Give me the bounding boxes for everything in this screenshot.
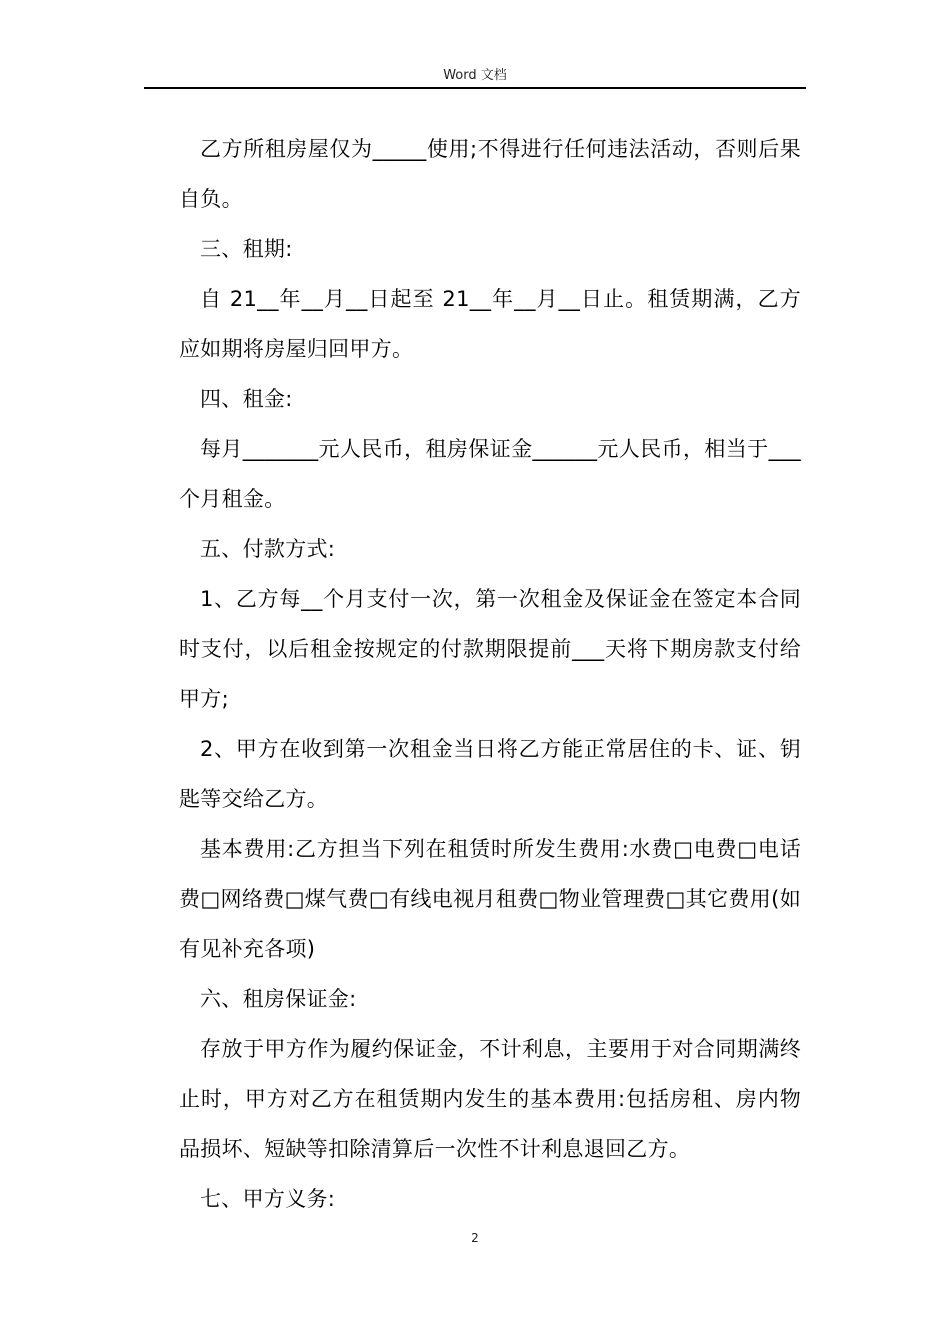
paragraph-lease-term: 自 21__年__月__日起至 21__年__月__日止。租赁期满，乙方应如期将房屋归回甲方。 bbox=[179, 287, 801, 361]
paragraph-rent: 每月_______元人民币，租房保证金______元人民币，相当于___个月租金。 bbox=[179, 437, 801, 511]
heading-lease-term: 三、租期: bbox=[200, 237, 293, 261]
header-divider bbox=[144, 87, 806, 89]
page-number: 2 bbox=[471, 1231, 479, 1245]
heading-landlord-duties: 七、甲方义务: bbox=[200, 1187, 336, 1211]
document-body bbox=[179, 124, 801, 1224]
heading-rent: 四、租金: bbox=[200, 387, 293, 411]
paragraph-payment-2: 2、甲方在收到第一次租金当日将乙方能正常居住的卡、证、钥匙等交给乙方。 bbox=[179, 737, 801, 811]
paragraph-payment-1: 1、乙方每__个月支付一次，第一次租金及保证金在签定本合同时支付，以后租金按规定的付款期限提前___天将下期房款支付给甲方; bbox=[179, 587, 801, 711]
heading-payment-method: 五、付款方式: bbox=[200, 537, 336, 561]
paragraph-deposit: 存放于甲方作为履约保证金，不计利息，主要用于对合同期满终止时，甲方对乙方在租赁期内发生的基本费用:包括房租、房内物品损坏、短缺等扣除清算后一次性不计利息退回乙方。 bbox=[179, 1037, 801, 1161]
heading-deposit: 六、租房保证金: bbox=[200, 987, 357, 1011]
paragraph-usage-clause: 乙方所租房屋仅为_____使用;不得进行任何违法活动，否则后果自负。 bbox=[179, 137, 801, 211]
page-header: Word 文档 bbox=[443, 68, 507, 83]
paragraph-basic-fees: 基本费用:乙方担当下列在租赁时所发生费用:水费□电费□电话费□网络费□煤气费□有线电视月租费□物业管理费□其它费用(如有见补充各项) bbox=[179, 837, 801, 961]
